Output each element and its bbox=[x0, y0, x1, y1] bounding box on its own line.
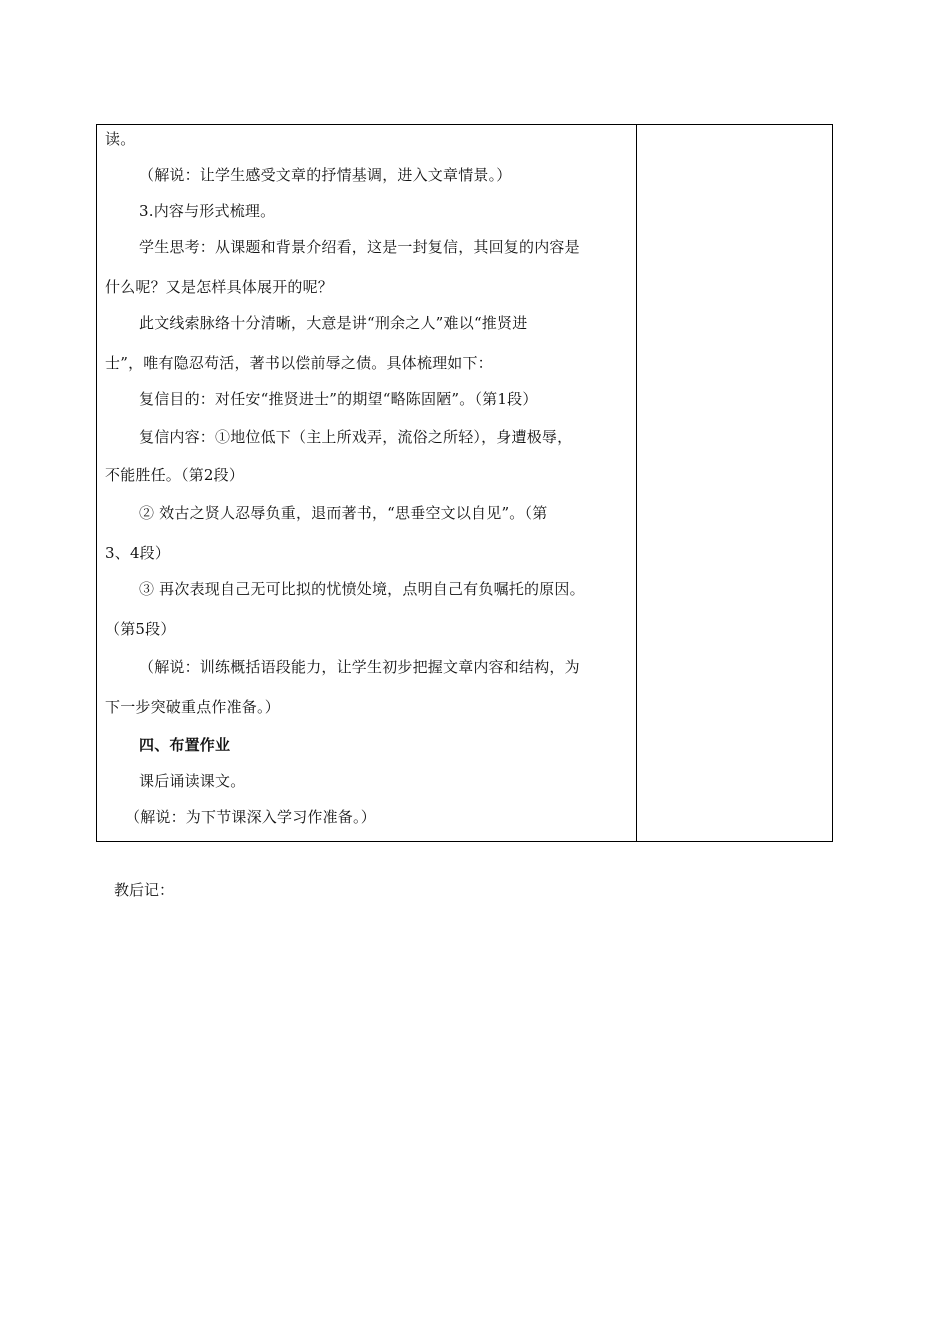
text-line: 不能胜任。（第2段） bbox=[105, 466, 245, 484]
lesson-content-cell bbox=[97, 125, 637, 841]
text-line: 3、4段） bbox=[105, 544, 171, 562]
text-line: （解说：训练概括语段能力，让学生初步把握文章内容和结构，为 bbox=[139, 658, 580, 676]
text-line: ② 效古之贤人忍辱负重，退而著书，“思垂空文以自见”。（第 bbox=[139, 504, 548, 522]
text-line: 士”，唯有隐忍苟活，著书以偿前辱之债。具体梳理如下： bbox=[105, 354, 493, 372]
text-line: 下一步突破重点作准备。） bbox=[105, 698, 280, 716]
text-line: （第5段） bbox=[105, 620, 176, 638]
text-line: ③ 再次表现自己无可比拟的忧愤处境，点明自己有负嘱托的原因。 bbox=[139, 580, 585, 598]
text-line: 复信目的：对任安“推贤进士”的期望“略陈固陋”。（第1段） bbox=[139, 390, 538, 408]
text-line: 此文线索脉络十分清晰，大意是讲“刑余之人”难以“推贤进 bbox=[139, 314, 528, 332]
notes-cell bbox=[637, 125, 832, 841]
text-line: 3.内容与形式梳理。 bbox=[139, 202, 276, 220]
section-heading: 四、布置作业 bbox=[139, 736, 231, 754]
text-line: 复信内容：①地位低下（主上所戏弄，流俗之所轻），身遭极辱， bbox=[139, 428, 573, 446]
text-line: 读。 bbox=[105, 130, 136, 148]
text-line: （解说：为下节课深入学习作准备。） bbox=[125, 808, 376, 826]
post-lesson-notes-label: 教后记： bbox=[114, 881, 175, 899]
text-line: 什么呢？又是怎样具体展开的呢？ bbox=[105, 278, 334, 296]
lesson-table bbox=[96, 124, 833, 842]
text-line: 课后诵读课文。 bbox=[139, 772, 246, 790]
text-line: 学生思考：从课题和背景介绍看，这是一封复信，其回复的内容是 bbox=[139, 238, 580, 256]
text-line: （解说：让学生感受文章的抒情基调，进入文章情景。） bbox=[139, 166, 512, 184]
